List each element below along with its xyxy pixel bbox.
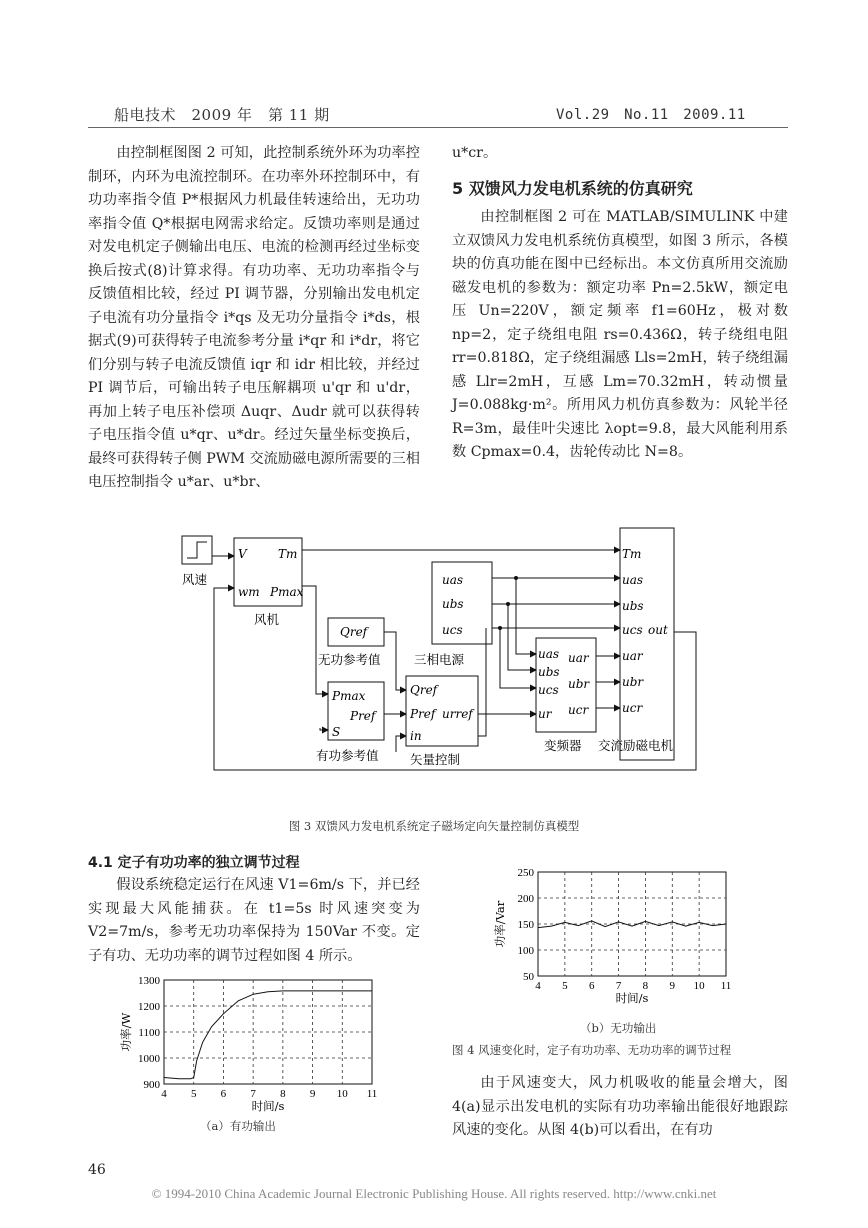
left-paragraph: 由控制框图图 2 可知，此控制系统外环为功率控制环，内环为电流控制环。在功率外环控制环中，有功功率指令值 P*根据风力机最佳转速给出，无功功率指令值 Q*根据电网需求给定。反馈功率则是通过对发电机定子侧输出电压、电流的检测再经过坐标变换后按式(8)计算求得。有功功率、无功功率指令与反馈值相比较，经过 PI 调节器，分别输出发电机定子电流有功分量指令 i*qs 及无功分量指令 i*ds，根据式(9)可获得转子电流参考分量 i*qr 和 i*dr，将它们分别与转子电流反馈值 iqr 和 idr 相比较，并经过 PI 调节后，可输出转子电压解耦项 u'qr 和 u'dr，再加上转子电压补偿项 Δuqr、Δudr 就可以获得转子电压指令值 u*qr、u*dr。经过矢量坐标变换后，最终可获得转子侧 PWM 交流励磁电源所需要的三相电压控制指令 u*ar、u*br、 <box>88 145 420 490</box>
x-tick-label: 4 <box>161 1088 167 1100</box>
y-tick-label: 900 <box>143 1079 160 1091</box>
section-5-title: 5 双馈风力发电机系统的仿真研究 <box>452 179 693 198</box>
chart-a-caption: （a）有功输出 <box>200 1119 276 1133</box>
machine-label: 交流励磁电机 <box>598 738 674 753</box>
chart-b-caption: （b）无功输出 <box>580 1021 657 1035</box>
y-tick-label: 100 <box>517 945 534 957</box>
source-port-ubs: ubs <box>442 597 464 611</box>
y-tick-label: 250 <box>517 867 534 879</box>
series-line <box>164 991 372 1079</box>
turbine-port-tm: Tm <box>278 547 298 561</box>
x-tick-label: 4 <box>535 980 541 992</box>
x-axis-label: 时间/s <box>251 1099 285 1113</box>
vc-port-pref: Pref <box>410 707 436 721</box>
x-tick-label: 5 <box>190 1088 197 1100</box>
y-tick-label: 1200 <box>138 1001 160 1013</box>
journal-header-right: Vol.29 No.11 2009.11 <box>556 107 746 123</box>
x-tick-label: 8 <box>642 980 649 992</box>
x-tick-label: 7 <box>250 1088 256 1100</box>
y-tick-label: 150 <box>517 919 534 931</box>
pref-port-s: S <box>332 725 341 739</box>
right-paragraph: 由控制框图 2 可在 MATLAB/SIMULINK 中建立双馈风力发电机系统仿真模型，如图 3 所示，各模块的仿真功能在图中已经标出。本文仿真所用交流励磁发电机的参数为：额定功率 Pn=2.5kW，额定电压 Un=220V，额定频率 f1=60Hz，极对数 np=2，定子绕组电阻 rs=0.436Ω，转子绕组电阻 rr=0.818Ω，定子绕组漏感 Lls=2mH，转子绕组漏感 Llr=2mH，互感 Lm=70.32mH，转动惯量 J=0.088kg·m²。所用风力机仿真参数为：风轮半径 R=3m，最佳叶尖速比 λopt=9.8，最大风能利用系数 Cpmax=0.4，齿轮传动比 N=8。 <box>452 209 788 460</box>
y-tick-label: 1100 <box>138 1027 160 1039</box>
x-tick-label: 8 <box>280 1088 286 1100</box>
converter-label: 变频器 <box>544 738 582 753</box>
right-column-continuation <box>452 142 788 166</box>
conv-port-uar: uar <box>568 651 589 665</box>
chart-active-power <box>88 968 408 1113</box>
mach-port-ubs: ubs <box>622 599 644 613</box>
vc-port-qref: Qref <box>410 683 438 697</box>
mach-port-uas: uas <box>622 573 644 587</box>
copyright-footer: © 1994-2010 China Academic Journal Electronic Publishing House. All rights reserved. http://www.cnki.net <box>151 1186 717 1201</box>
turbine-port-v: V <box>238 547 247 561</box>
right-column <box>452 206 788 465</box>
x-tick-label: 9 <box>309 1088 316 1100</box>
right-bottom-column <box>452 1072 788 1143</box>
x-tick-label: 11 <box>366 1088 378 1100</box>
conv-port-ur: ur <box>538 707 552 721</box>
mach-port-out: out <box>648 623 668 637</box>
mach-port-ucr: ucr <box>622 701 643 715</box>
section-4-1-paragraph: 假设系统稳定运行在风速 V1=6m/s 下，并已经实现最大风能捕获。在 t1=5s 时风速突变为 V2=7m/s，参考无功功率保持为 150Var 不变。定子有功、无功功率的调节过程如图 4 所示。 <box>88 877 420 964</box>
x-axis-label: 时间/s <box>615 991 649 1005</box>
pref-port-pref: Pref <box>350 709 376 723</box>
simulink-diagram <box>170 522 710 798</box>
y-tick-label: 1300 <box>138 975 160 987</box>
x-tick-label: 6 <box>220 1088 227 1100</box>
pref-label: 有功参考值 <box>316 748 379 763</box>
x-tick-label: 10 <box>336 1088 348 1100</box>
conv-port-ubr: ubr <box>568 677 590 691</box>
x-tick-label: 9 <box>669 980 676 992</box>
ac-machine-block <box>620 528 674 760</box>
conv-port-ubs: ubs <box>538 665 560 679</box>
x-tick-label: 5 <box>562 980 568 992</box>
conv-port-ucs: ucs <box>538 683 559 697</box>
conv-port-ucr: ucr <box>568 703 589 717</box>
pref-port-pmax: Pmax <box>332 689 366 703</box>
y-axis-label: 功率/Var <box>493 900 507 948</box>
conv-port-uas: uas <box>538 647 560 661</box>
mach-port-uar: uar <box>622 649 643 663</box>
section-4-1-title: 4.1 定子有功功率的独立调节过程 <box>88 855 300 871</box>
three-phase-label: 三相电源 <box>414 652 465 667</box>
figure-3-caption: 图 3 双馈风力发电机系统定子磁场定向矢量控制仿真模型 <box>288 819 580 833</box>
turbine-port-pmax: Pmax <box>270 585 304 599</box>
y-tick-label: 200 <box>517 893 534 905</box>
vc-label: 矢量控制 <box>410 752 461 767</box>
wind-speed-label: 风速 <box>182 572 208 587</box>
turbine-label: 风机 <box>254 612 280 627</box>
header-rule <box>88 127 788 128</box>
section-4-1-body <box>88 874 420 968</box>
y-tick-label: 50 <box>523 971 534 983</box>
x-tick-label: 11 <box>720 980 732 992</box>
qref-block-text: Qref <box>340 625 368 639</box>
source-port-uas: uas <box>442 573 464 587</box>
continued-formula: u*cr。 <box>452 145 498 161</box>
y-axis-label: 功率/W <box>119 1012 133 1052</box>
qref-label: 无功参考值 <box>318 652 381 667</box>
page-number: 46 <box>88 1162 106 1178</box>
x-tick-label: 7 <box>615 980 622 992</box>
x-tick-label: 6 <box>588 980 595 992</box>
mach-port-ubr: ubr <box>622 675 644 689</box>
series-line <box>538 921 726 928</box>
source-port-ucs: ucs <box>442 623 463 637</box>
mach-port-tm: Tm <box>622 547 642 561</box>
figure-4-caption: 图 4 风速变化时，定子有功功率、无功功率的调节过程 <box>452 1043 732 1057</box>
vc-port-in: in <box>410 729 422 743</box>
x-tick-label: 10 <box>693 980 705 992</box>
vc-port-urref: urref <box>442 707 473 721</box>
mach-port-ucs: ucs <box>622 623 643 637</box>
left-column <box>88 142 420 495</box>
plot-frame <box>538 872 726 976</box>
chart-reactive-power <box>470 862 770 1012</box>
journal-header-left: 船电技术 2009 年 第 11 期 <box>114 106 330 124</box>
turbine-port-wm: wm <box>238 585 260 599</box>
y-tick-label: 1000 <box>138 1053 160 1065</box>
right-bottom-paragraph: 由于风速变大，风力机吸收的能量会增大，图 4(a)显示出发电机的实际有功功率输出能很好地跟踪风速的变化。从图 4(b)可以看出，在有功 <box>452 1075 788 1138</box>
